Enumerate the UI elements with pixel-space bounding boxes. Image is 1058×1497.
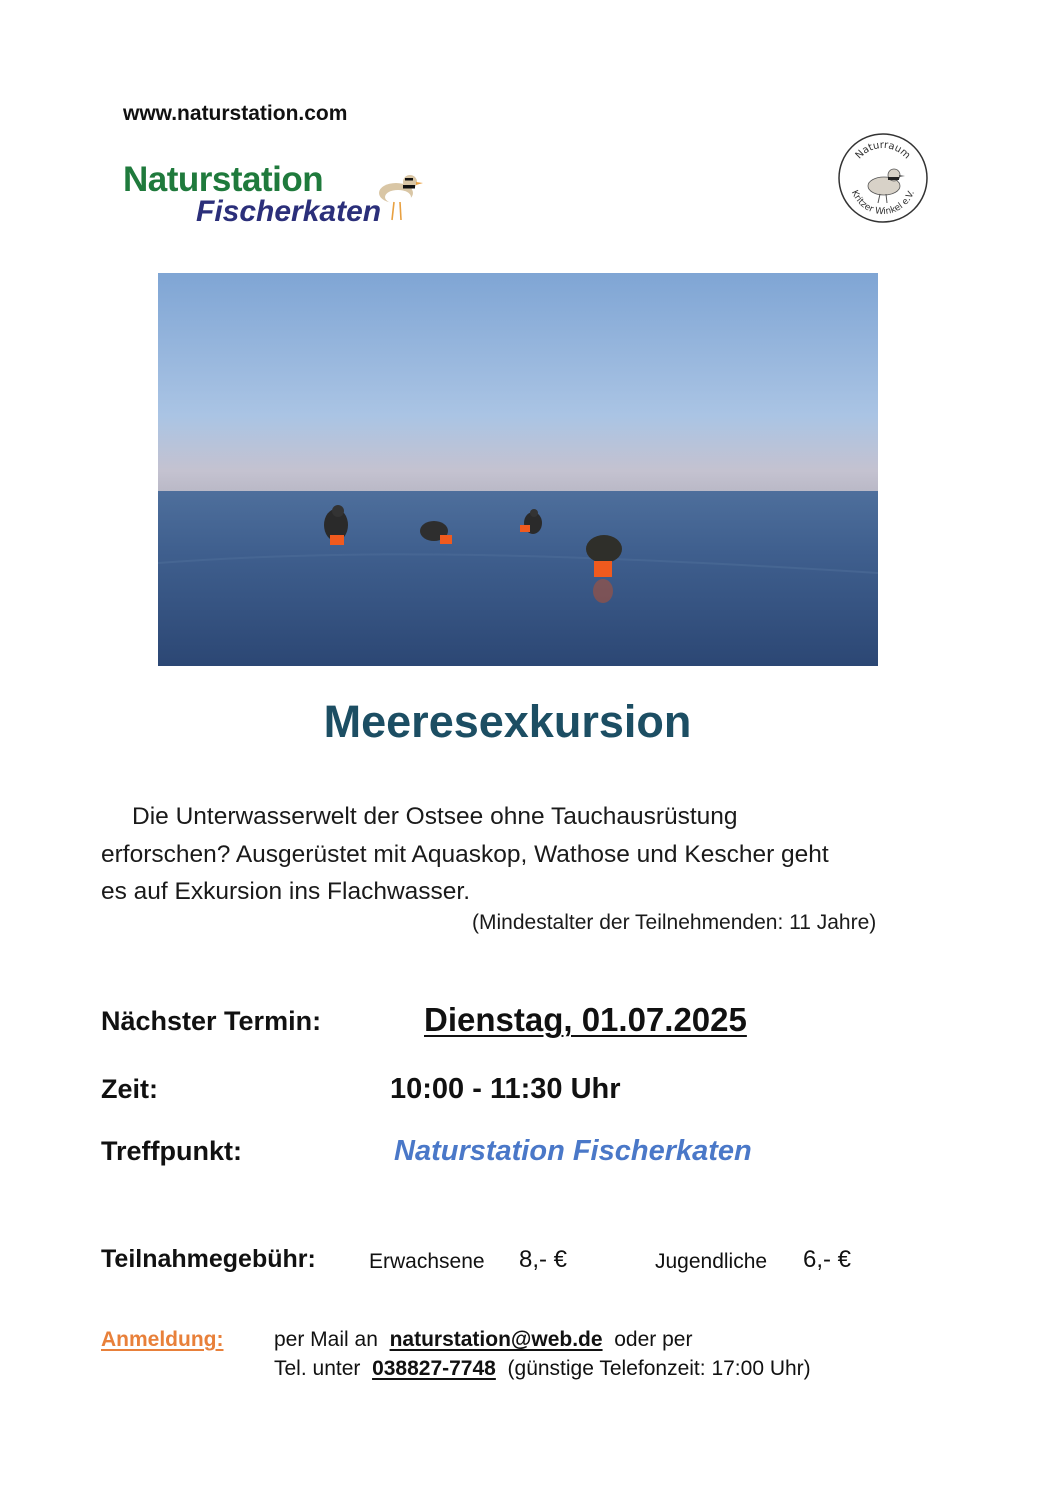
- logo-name: Naturstation: [123, 160, 324, 199]
- zeit-value: 10:00 - 11:30 Uhr: [390, 1073, 621, 1105]
- seal-bottom-text: Kritzer Winkel e.V.: [848, 188, 918, 218]
- mail-suffix: oder per: [614, 1328, 693, 1351]
- treffpunkt-value: Naturstation Fischerkaten: [394, 1135, 752, 1167]
- zeit-label: Zeit:: [101, 1074, 158, 1104]
- fee-adult-price: 8,- €: [519, 1246, 568, 1273]
- phone-link[interactable]: 038827-7748: [372, 1357, 496, 1380]
- intro-line: erforschen? Ausgerüstet mit Aquaskop, Wathose und Kescher geht: [101, 840, 829, 868]
- registration-mail-line: [274, 1328, 692, 1352]
- tel-prefix: Tel. unter: [274, 1357, 361, 1380]
- fee-adult-label: Erwachsene: [369, 1250, 485, 1273]
- intro-line: es auf Exkursion ins Flachwasser.: [101, 878, 471, 905]
- termin-label: Nächster Termin:: [101, 1006, 322, 1036]
- intro-paragraph: [101, 798, 971, 911]
- treffpunkt-label: Treffpunkt:: [101, 1136, 242, 1166]
- website-url[interactable]: www.naturstation.com: [123, 102, 348, 125]
- termin-date: Dienstag, 01.07.2025: [424, 1001, 747, 1038]
- ringed-plover-icon: [376, 165, 424, 223]
- seal-top-text: Naturraum: [853, 139, 913, 162]
- logo-subtitle: Fischerkaten: [196, 195, 382, 228]
- intro-line: Die Unterwasserwelt der Ostsee ohne Tauchausrüstung: [132, 803, 738, 830]
- naturstation-logo: [123, 160, 433, 240]
- fee-label: Teilnahmegebühr:: [101, 1245, 316, 1273]
- fee-youth-label: Jugendliche: [655, 1250, 768, 1273]
- registration-phone-line: [274, 1357, 811, 1381]
- sea-excursion-photo: [158, 273, 878, 666]
- fee-youth-price: 6,- €: [803, 1246, 852, 1273]
- email-link[interactable]: naturstation@web.de: [389, 1328, 603, 1351]
- anmeldung-label: Anmeldung:: [101, 1328, 224, 1351]
- tel-suffix: (günstige Telefonzeit: 17:00 Uhr): [507, 1357, 811, 1380]
- naturraum-seal: [836, 131, 930, 225]
- page-title: Meeresexkursion: [323, 696, 692, 747]
- min-age-note: (Mindestalter der Teilnehmenden: 11 Jahre): [472, 911, 877, 934]
- mail-prefix: per Mail an: [274, 1328, 378, 1351]
